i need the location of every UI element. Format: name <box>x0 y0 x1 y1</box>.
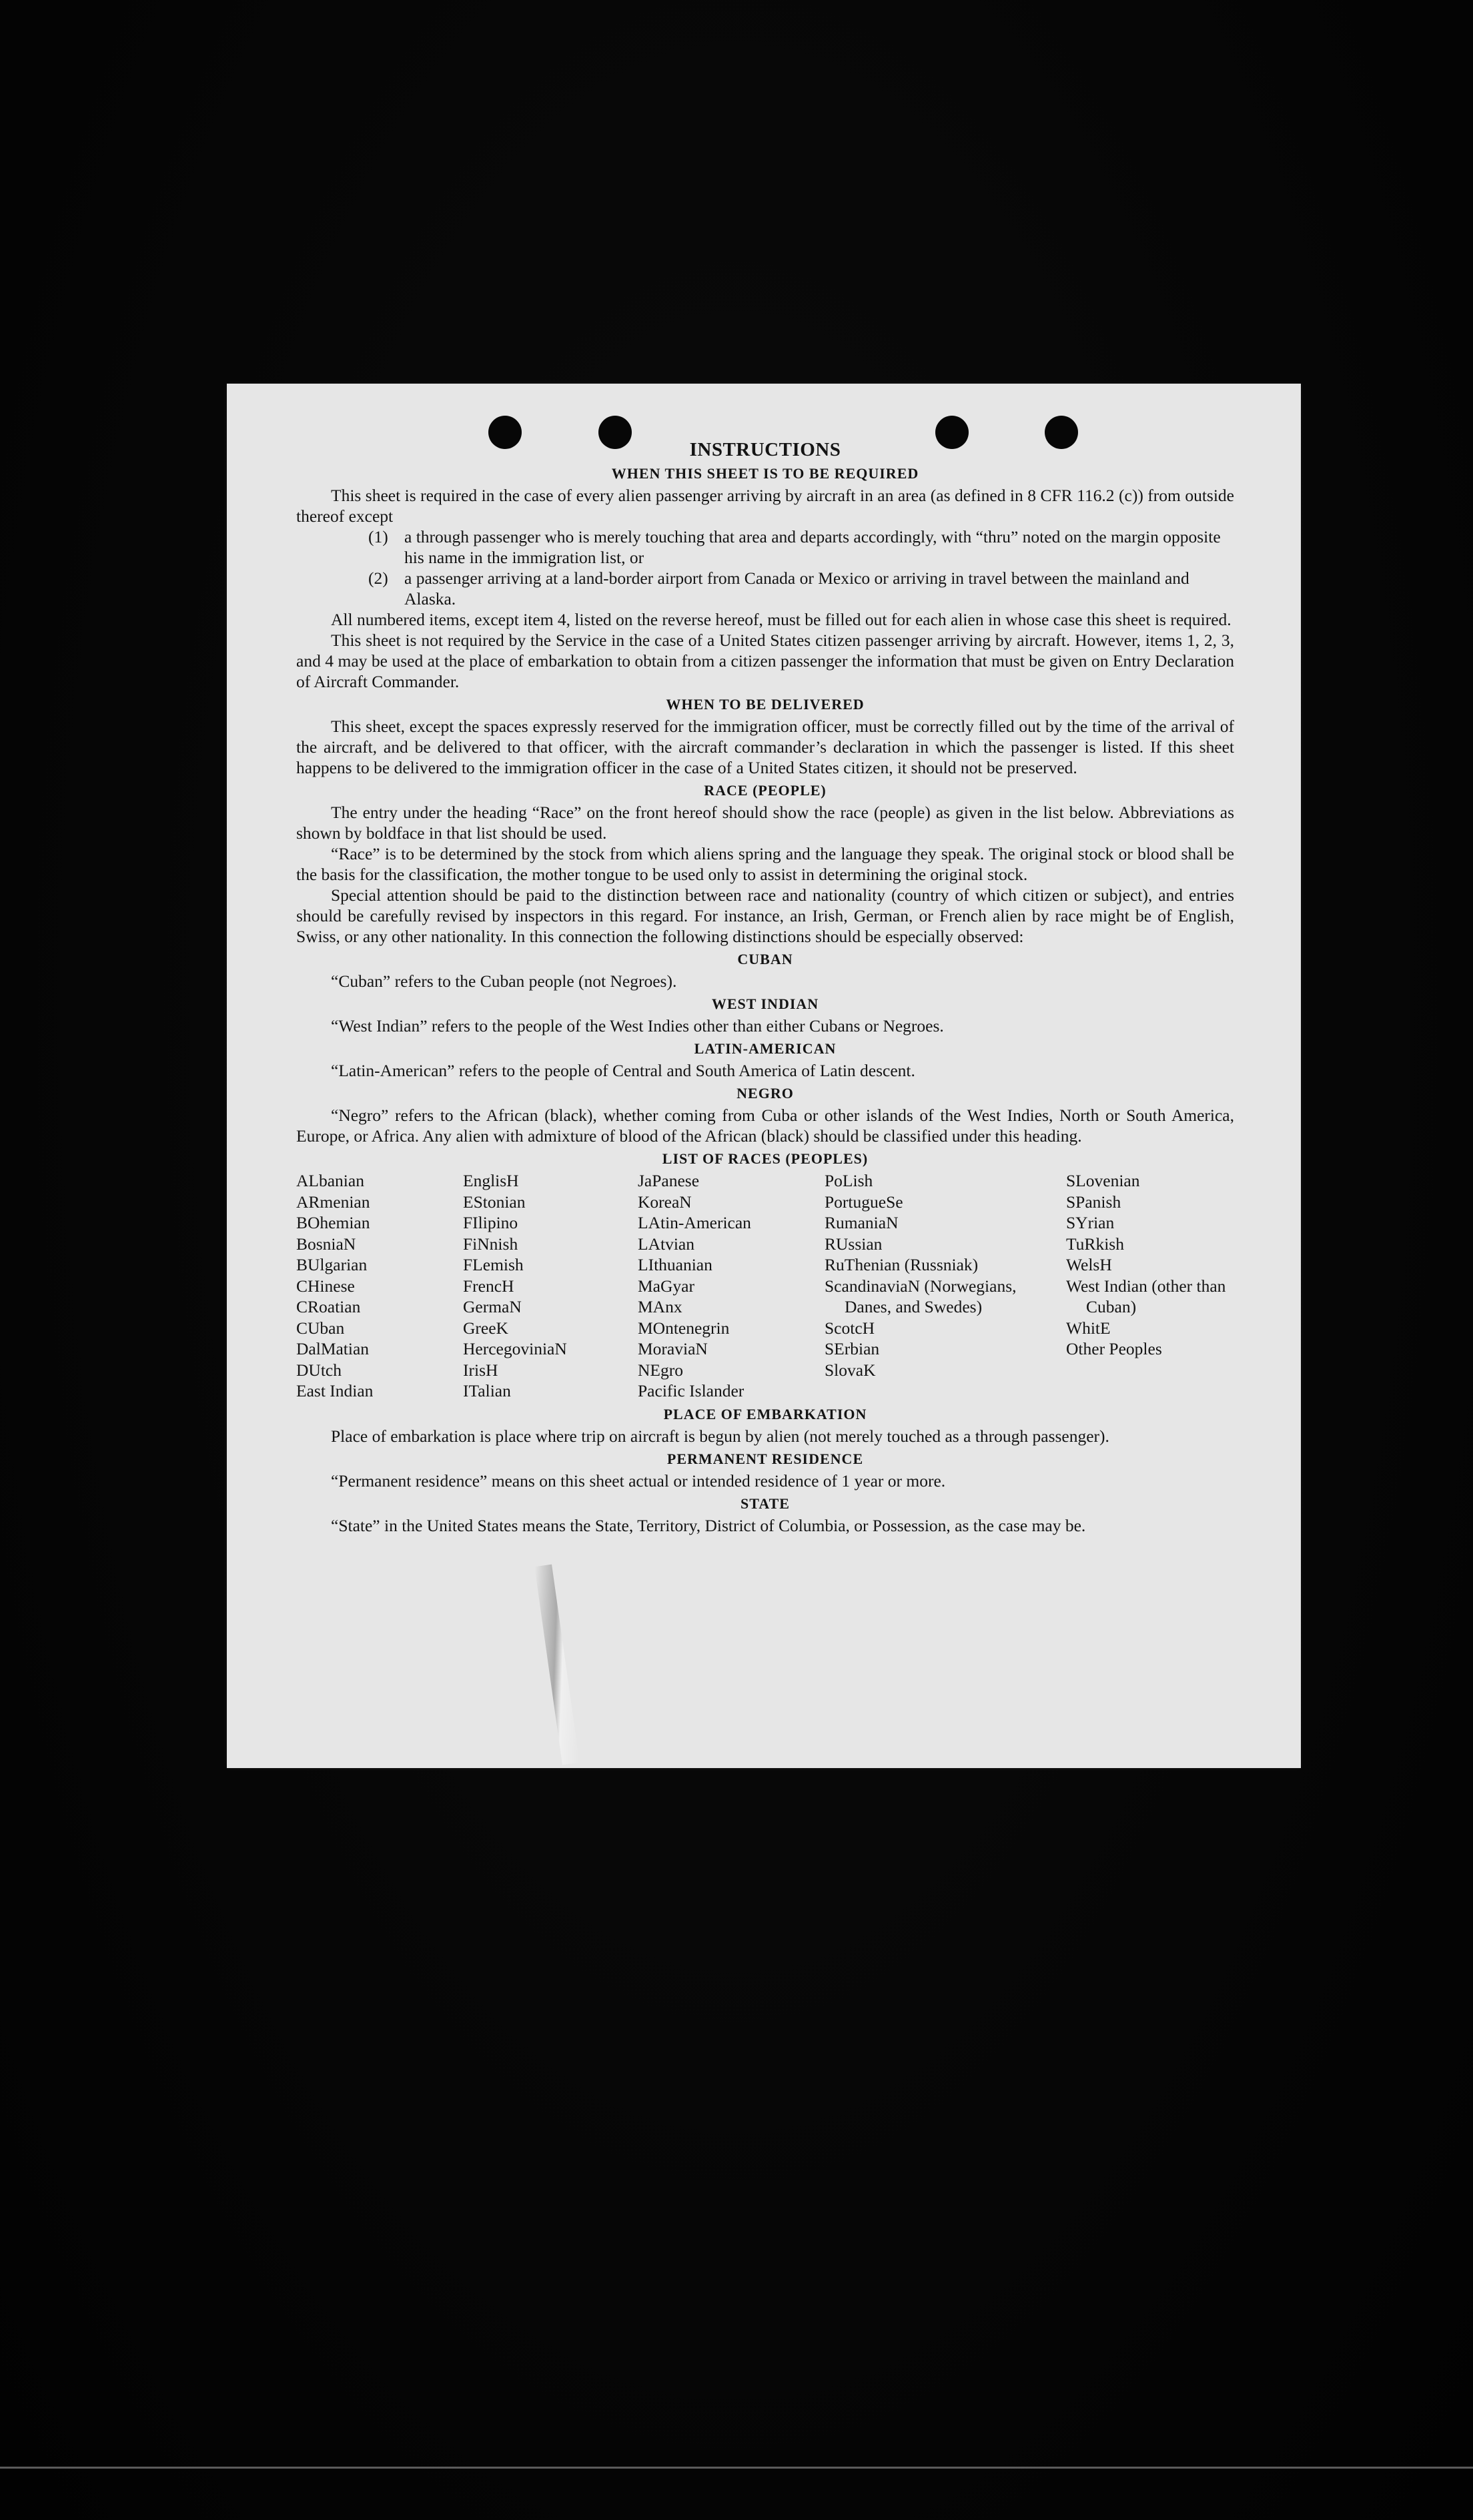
race-entry: RUssian <box>825 1234 883 1254</box>
races-column-1 <box>296 1170 463 1402</box>
heading-races-list: LIST OF RACES (PEOPLES) <box>662 1150 869 1167</box>
race-entry: FIlipino <box>463 1213 518 1232</box>
race-entry: BUlgarian <box>296 1255 368 1274</box>
para-embarkation: Place of embarkation is place where trip on aircraft is begun by alien (not merely touched as a through passenger). <box>331 1426 1109 1446</box>
race-entry: NEgro <box>638 1360 683 1380</box>
race-entry: HercegoviniaN <box>463 1339 567 1358</box>
para-when-delivered: This sheet, except the spaces expressly reserved for the immigration officer, must be correctly filled out by the time of the arrival of the aircraft, and be delivered to that officer, with the aircraft commander’s declaration in which the passenger is listed. If this sheet happens to be delivered to the immigration officer in the case of a United States citizen, it should not be preserved. <box>296 717 1234 777</box>
race-entry: CHinese <box>296 1276 355 1296</box>
race-entry: SLovenian <box>1066 1171 1140 1190</box>
race-entry: BOhemian <box>296 1213 370 1232</box>
race-entry: RuThenian (Russniak) <box>825 1255 979 1274</box>
list-item-number: (1) <box>368 527 388 546</box>
race-entry: TuRkish <box>1066 1234 1124 1254</box>
heading-west-indian: WEST INDIAN <box>711 995 819 1012</box>
film-edge-line <box>0 2467 1473 2469</box>
document-body <box>296 439 1234 1536</box>
race-entry: BosniaN <box>296 1234 356 1254</box>
list-item <box>296 568 1234 609</box>
race-entry: FiNnish <box>463 1234 518 1254</box>
para-negro: “Negro” refers to the African (black), whether coming from Cuba or other islands of the West Indies, North or South America, Europe, or Africa. Any alien with admixture of blood of the African (black) should be classified under this heading. <box>296 1106 1234 1146</box>
heading-negro: NEGRO <box>736 1085 794 1102</box>
race-entry: MoraviaN <box>638 1339 708 1358</box>
race-entry: Other Peoples <box>1066 1339 1162 1358</box>
race-entry: SErbian <box>825 1339 880 1358</box>
race-entry: ARmenian <box>296 1192 370 1212</box>
list-item-number: (2) <box>368 568 388 588</box>
races-list <box>296 1170 1234 1402</box>
race-entry: WelsH <box>1066 1255 1112 1274</box>
race-entry: ITalian <box>463 1381 511 1400</box>
races-column-5 <box>1066 1170 1234 1402</box>
para-cuban: “Cuban” refers to the Cuban people (not Negroes). <box>331 971 677 991</box>
para-residence: “Permanent residence” means on this sheet actual or intended residence of 1 year or more. <box>331 1471 946 1491</box>
list-item <box>296 526 1234 568</box>
race-entry: SYrian <box>1066 1213 1115 1232</box>
race-entry: KoreaN <box>638 1192 692 1212</box>
para-west-indian: “West Indian” refers to the people of the West Indies other than either Cubans or Negroes. <box>331 1016 944 1035</box>
race-entry: WhitE <box>1066 1318 1111 1338</box>
race-entry: GermaN <box>463 1297 522 1316</box>
para-citizen-passenger: This sheet is not required by the Service in the case of a United States citizen passenger arriving by aircraft. However, items 1, 2, 3, and 4 may be used at the place of embarkation to obtain from a citizen passenger the information that must be given on Entry Declaration of Aircraft Commander. <box>296 631 1234 691</box>
race-entry: FLemish <box>463 1255 524 1274</box>
heading-when-required: WHEN THIS SHEET IS TO BE REQUIRED <box>611 465 919 482</box>
heading-residence: PERMANENT RESIDENCE <box>666 1450 864 1467</box>
race-entry: CUban <box>296 1318 345 1338</box>
race-entry: CRoatian <box>296 1297 361 1316</box>
heading-latin-american: LATIN-AMERICAN <box>694 1040 837 1057</box>
race-entry: ScandinaviaN (Norwegians, Danes, and Swedes) <box>825 1276 1017 1316</box>
race-entry: East Indian <box>296 1381 374 1400</box>
para-race-2: “Race” is to be determined by the stock from which aliens spring and the language they speak. The original stock or blood shall be the basis for the classification, the mother tongue to be used only to assist in determining the original stock. <box>296 844 1234 884</box>
para-when-required-intro: This sheet is required in the case of every alien passenger arriving by aircraft in an area (as defined in 8 CFR 116.2 (c)) from outside thereof except <box>296 486 1234 526</box>
race-entry: MOntenegrin <box>638 1318 730 1338</box>
race-entry: DUtch <box>296 1360 342 1380</box>
race-entry: FrencH <box>463 1276 514 1296</box>
heading-embarkation: PLACE OF EMBARKATION <box>663 1405 867 1422</box>
para-race-3: Special attention should be paid to the distinction between race and nationality (country of which citizen or subject), and entries should be carefully revised by inspectors in this regard. For instance, an Irish, German, or French alien by race might be of English, Swiss, or any other nationality. In this connection the following distinctions should be especially observed: <box>296 885 1234 946</box>
paper-crease <box>534 1565 579 1765</box>
race-entry: West Indian (other than Cuban) <box>1066 1276 1226 1316</box>
race-entry: Pacific Islander <box>638 1381 745 1400</box>
para-race-1: The entry under the heading “Race” on the front hereof should show the race (people) as given in the list below. Abbreviations as shown by boldface in that list should be used. <box>296 803 1234 843</box>
para-state: “State” in the United States means the State, Territory, District of Columbia, or Possession, as the case may be. <box>331 1515 1086 1535</box>
race-entry: ScotcH <box>825 1318 875 1338</box>
race-entry: IrisH <box>463 1360 498 1380</box>
race-entry: EStonian <box>463 1192 526 1212</box>
list-item-text: a through passenger who is merely touching that area and departs accordingly, with “thru” noted on the margin opposite his name in the immigration list, or <box>404 527 1221 567</box>
race-entry: EnglisH <box>463 1171 519 1190</box>
list-item-text: a passenger arriving at a land-border airport from Canada or Mexico or arriving in travel between the mainland and Alaska. <box>404 568 1189 608</box>
race-entry: MaGyar <box>638 1276 694 1296</box>
race-entry: ALbanian <box>296 1171 364 1190</box>
race-entry: DalMatian <box>296 1339 370 1358</box>
races-column-4 <box>825 1170 1066 1402</box>
races-column-2 <box>463 1170 638 1402</box>
para-numbered-items: All numbered items, except item 4, listed on the reverse hereof, must be filled out for each alien in whose case this sheet is required. <box>331 610 1232 629</box>
heading-race: RACE (PEOPLE) <box>704 782 827 799</box>
race-entry: SlovaK <box>825 1360 876 1380</box>
race-entry: PoLish <box>825 1171 873 1190</box>
race-entry: MAnx <box>638 1297 682 1316</box>
race-entry: JaPanese <box>638 1171 700 1190</box>
heading-when-delivered: WHEN TO BE DELIVERED <box>666 696 865 713</box>
document-title: INSTRUCTIONS <box>689 439 841 460</box>
heading-state: STATE <box>741 1495 790 1512</box>
races-column-3 <box>638 1170 825 1402</box>
race-entry: PortugueSe <box>825 1192 903 1212</box>
race-entry: GreeK <box>463 1318 508 1338</box>
race-entry: LAtvian <box>638 1234 694 1254</box>
race-entry: RumaniaN <box>825 1213 899 1232</box>
para-latin-american: “Latin-American” refers to the people of Central and South America of Latin descent. <box>331 1061 915 1080</box>
race-entry: LAtin-American <box>638 1213 751 1232</box>
race-entry: SPanish <box>1066 1192 1121 1212</box>
heading-cuban: CUBAN <box>737 951 793 967</box>
race-entry: LIthuanian <box>638 1255 712 1274</box>
document-page <box>227 384 1301 1768</box>
